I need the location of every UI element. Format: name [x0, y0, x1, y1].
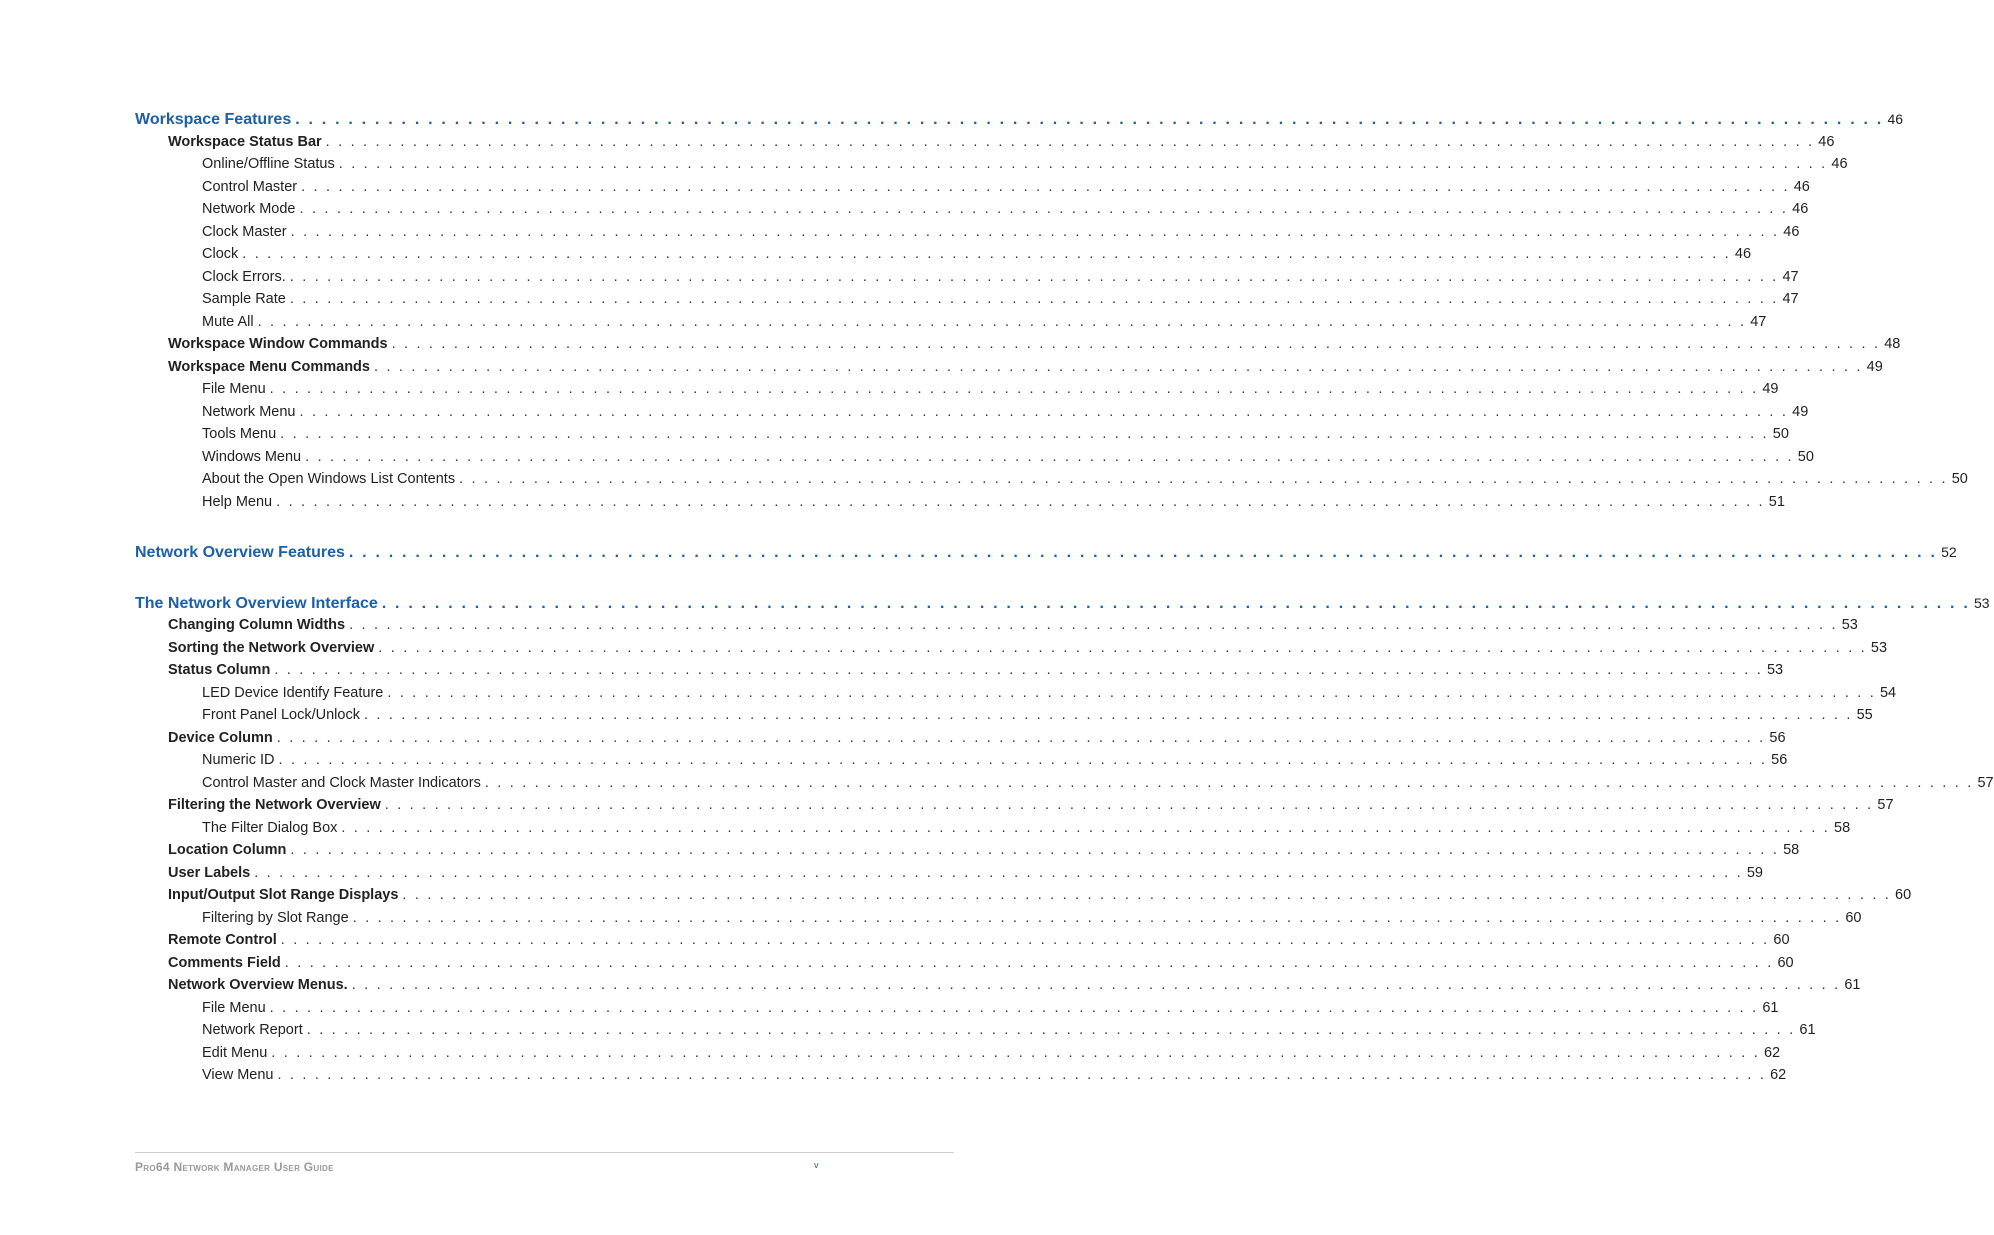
toc-entry-page: 53	[1841, 617, 1858, 633]
toc-section-entry[interactable]	[135, 839, 1800, 862]
toc-entry-page: 56	[1769, 729, 1786, 746]
dot-leader: . . . . . . . . . . . . . . . . . . . . . . . . . . . . . . . . . . . . . . . . . . . . . . . . . . . . . . . . . . . . . . . . . . . . . . . . . . . . . . . . . . . . . . . . . . . . . . . . . . . . . . . . . . . . . . . . . . . . . . . .	[284, 954, 1774, 971]
toc-subsection-entry[interactable]	[135, 491, 1785, 514]
toc-entry-page: 50	[1951, 471, 1968, 487]
toc-entry-page: 59	[1746, 864, 1763, 881]
dot-leader: . . . . . . . . . . . . . . . . . . . . . . . . . . . . . . . . . . . . . . . . . . . . . . . . . . . . . . . . . . . . . . . . . . . . . . . . . . . . . . . . . . . . . . . . . . . . . . . . . . . . . . . . . . . . . . . . . . . . . . . .	[363, 707, 1853, 723]
toc-entry-title: Network Report	[202, 1022, 303, 1038]
toc-entry-title: Device Column	[168, 729, 273, 746]
dot-leader: . . . . . . . . . . . . . . . . . . . . . . . . . . . . . . . . . . . . . . . . . . . . . . . . . . . . . . . . . . . . . . . . . . . . . . . . . . . . . . . . . . . . . . . . . . . . . . . . . . . . . . . . . . . . . . . . . . . . . . . .	[280, 426, 1769, 442]
dot-leader: . . . . . . . . . . . . . . . . . . . . . . . . . . . . . . . . . . . . . . . . . . . . . . . . . . . . . . . . . . . . . . . . . . . . . . . . . . . . . . . . . . . . . . . . . . . . . . . . . . . . . . . . . . . . . . . . . . . . . . . .	[254, 864, 1743, 881]
dot-leader: . . . . . . . . . . . . . . . . . . . . . . . . . . . . . . . . . . . . . . . . . . . . . . . . . . . . . . . . . . . . . . . . . . . . . . . . . . . . . . . . . . . . . . . . . . . . . . . . . . . . . . . . . . . . . . . . . . . . . . . .	[341, 819, 1831, 836]
toc-entry-page: 49	[1792, 403, 1809, 420]
toc-entry-title: User Labels	[168, 864, 251, 881]
toc-entry-page: 55	[1856, 707, 1873, 723]
toc-entry-title: Workspace Window Commands	[168, 336, 388, 352]
toc-subsection-entry[interactable]	[135, 288, 1799, 311]
toc-entry-page: 60	[1895, 887, 1912, 903]
toc-entry-page: 46	[1831, 156, 1848, 172]
table-of-contents	[135, 108, 1994, 1087]
toc-entry-title: Input/Output Slot Range Displays	[168, 887, 399, 903]
toc-entry-page: 53	[1870, 639, 1888, 656]
toc-subsection-entry[interactable]	[135, 704, 1873, 727]
dot-leader: . . . . . . . . . . . . . . . . . . . . . . . . . . . . . . . . . . . . . . . . . . . . . . . . . . . . . . . . . . . . . . . . . . . . . . . . . . . . . . . . . . . . . . . . . . . . . . . . . . . . . . . . . . . . . . . . . . . . . . . .	[278, 752, 1768, 768]
toc-subsection-entry[interactable]	[135, 682, 1897, 705]
dot-leader: . . . . . . . . . . . . . . . . . . . . . . . . . . . . . . . . . . . . . . . . . . . . . . . . . . . . . . . . . . . . . . . . . . . . . . . . . . . . . . . . . . . . . . . . . . . . . . . . . . . . . . . . . . . . . . . . . . . . . . . .	[402, 887, 1892, 903]
toc-section-entry[interactable]	[135, 131, 1835, 154]
toc-entry-title: Control Master	[202, 178, 298, 195]
toc-entry-page: 46	[1793, 178, 1810, 195]
toc-entry-title: The Filter Dialog Box	[202, 819, 338, 836]
toc-subsection-entry[interactable]	[135, 772, 1994, 795]
toc-subsection-entry[interactable]	[135, 221, 1800, 244]
toc-subsection-entry[interactable]	[135, 817, 1851, 840]
dot-leader: . . . . . . . . . . . . . . . . . . . . . . . . . . . . . . . . . . . . . . . . . . . . . . . . . . . . . . . . . . . . . . . . . . . . . . . . . . . . . . . . . . . . . . . . . . . . . . . . . . . . . . . . . . . . . . . . . . . . . . . .	[352, 909, 1842, 926]
toc-section-entry[interactable]	[135, 614, 1858, 637]
toc-section-entry[interactable]	[135, 862, 1763, 885]
toc-entry-page: 61	[1799, 1022, 1816, 1038]
dot-leader: . . . . . . . . . . . . . . . . . . . . . . . . . . . . . . . . . . . . . . . . . . . . . . . . . . . . . . . . . . . . . . . . . . . . . . . . . . . . . . . . . . . . . . . . . . . . . . . . . . . . . . . . . . . . . . . . . . . . . . . .	[274, 662, 1763, 678]
toc-subsection-entry[interactable]	[135, 176, 1810, 199]
dot-leader: . . . . . . . . . . . . . . . . . . . . . . . . . . . . . . . . . . . . . . . . . . . . . . . . . . . . . . . . . . . . . . . . . . . . . . . . . . . . . . . . . . . . . . . . . . . . . . . . . . . . . . . . . . . . . . . . . . . . . . . .	[325, 133, 1815, 150]
toc-entry-page: 49	[1762, 381, 1779, 397]
toc-entry-title: Network Mode	[202, 201, 296, 217]
toc-entry-title: Sample Rate	[202, 291, 286, 307]
toc-entry-title: Online/Offline Status	[202, 156, 335, 172]
toc-subsection-entry[interactable]	[135, 749, 1788, 772]
toc-entry-title: Network Menu	[202, 403, 296, 420]
toc-entry-page: 50	[1797, 448, 1814, 465]
toc-entry-title: LED Device Identify Feature	[202, 684, 384, 701]
toc-entry-title: Filtering by Slot Range	[202, 909, 349, 926]
toc-entry-title: Windows Menu	[202, 448, 302, 465]
toc-entry-title: Remote Control	[168, 932, 277, 948]
dot-leader: . . . . . . . . . . . . . . . . . . . . . . . . . . . . . . . . . . . . . . . . . . . . . . . . . . . . . . . . . . . . . . . . . . . . . . . . . . . . . . . . . . . . . . . . . . . . . . . . . . . . . . . . . . . . . . . . . . . . . . . .	[373, 358, 1863, 375]
dot-leader: . . . . . . . . . . . . . . . . . . . . . . . . . . . . . . . . . . . . . . . . . . . . . . . . . . . . . . . . . . . . . . . . . . . . . . . . . . . . . . . . . . . . . . . . . . . . . . . . . . . . . . . . . . . . . . . . . . . . . . . .	[271, 1044, 1760, 1061]
toc-entry-title: Numeric ID	[202, 752, 275, 768]
dot-leader: . . . . . . . . . . . . . . . . . . . . . . . . . . . . . . . . . . . . . . . . . . . . . . . . . . . . . . . . . . . . . . . . . . . . . . . . . . . . . . . . . . . . . . . . . . . . . . . . . . . . . . . . . . . . . . . . . . . . . . . .	[242, 246, 1731, 262]
toc-entry-title: Workspace Features	[135, 111, 292, 128]
toc-chapter-entry[interactable]	[135, 541, 1957, 564]
toc-section	[135, 541, 1957, 564]
dot-leader: . . . . . . . . . . . . . . . . . . . . . . . . . . . . . . . . . . . . . . . . . . . . . . . . . . . . . . . . . . . . . . . . . . . . . . . . . . . . . . . . . . . . . . . . . . . . . . . . . . . . . . . . . . . . . . . . . . . . . . . .	[348, 544, 1938, 561]
dot-leader: . . . . . . . . . . . . . . . . . . . . . . . . . . . . . . . . . . . . . . . . . . . . . . . . . . . . . . . . . . . . . . . . . . . . . . . . . . . . . . . . . . . . . . . . . . . . . . . . . . . . . . . . . . . . . . . . . . . . . . . .	[301, 178, 1790, 195]
toc-entry-title: Network Overview Features	[135, 544, 345, 561]
toc-entry-page: 49	[1866, 358, 1883, 375]
toc-subsection-entry[interactable]	[135, 243, 1752, 266]
dot-leader: . . . . . . . . . . . . . . . . . . . . . . . . . . . . . . . . . . . . . . . . . . . . . . . . . . . . . . . . . . . . . . . . . . . . . . . . . . . . . . . . . . . . . . . . . . . . . . . . . . . . . . . . . . . . . . . . . . . . . . . .	[290, 842, 1780, 858]
toc-section-entry[interactable]	[135, 356, 1883, 379]
toc-section-entry[interactable]	[135, 659, 1784, 682]
toc-entry-title: Workspace Status Bar	[168, 133, 322, 150]
dot-leader: . . . . . . . . . . . . . . . . . . . . . . . . . . . . . . . . . . . . . . . . . . . . . . . . . . . . . . . . . . . . . . . . . . . . . . . . . . . . . . . . . . . . . . . . . . . . . . . . . . . . . . . . . . . . . . . . . . . . . . . .	[299, 403, 1789, 420]
dot-leader: . . . . . . . . . . . . . . . . . . . . . . . . . . . . . . . . . . . . . . . . . . . . . . . . . . . . . . . . . . . . . . . . . . . . . . . . . . . . . . . . . . . . . . . . . . . . . . . . . . . . . . . . . . . . . . . . . . . . . . . .	[351, 977, 1841, 993]
toc-entry-page: 54	[1879, 684, 1897, 701]
toc-entry-page: 60	[1845, 909, 1862, 926]
toc-entry-page: 46	[1887, 111, 1904, 127]
toc-entry-title: Mute All	[202, 313, 254, 330]
toc-subsection-entry[interactable]	[135, 378, 1779, 401]
toc-subsection-entry[interactable]	[135, 423, 1789, 446]
dot-leader: . . . . . . . . . . . . . . . . . . . . . . . . . . . . . . . . . . . . . . . . . . . . . . . . . . . . . . . . . . . . . . . . . . . . . . . . . . . . . . . . . . . . . . . . . . . . . . . . . . . . . . . . . . . . . . . . . . . . . . . .	[338, 156, 1828, 172]
toc-entry-title: File Menu	[202, 999, 266, 1016]
toc-entry-page: 62	[1770, 1067, 1787, 1083]
toc-entry-title: View Menu	[202, 1067, 274, 1083]
toc-entry-page: 46	[1792, 201, 1809, 217]
toc-entry-title: Workspace Menu Commands	[168, 358, 370, 375]
toc-subsection-entry[interactable]	[135, 198, 1809, 221]
toc-entry-page: 57	[1877, 797, 1894, 813]
toc-entry-page: 52	[1941, 544, 1957, 560]
toc-section-entry[interactable]	[135, 727, 1786, 750]
toc-entry-page: 56	[1771, 752, 1788, 768]
toc-entry-page: 53	[1766, 662, 1784, 678]
toc-entry-page: 53	[1974, 594, 1990, 611]
dot-leader: . . . . . . . . . . . . . . . . . . . . . . . . . . . . . . . . . . . . . . . . . . . . . . . . . . . . . . . . . . . . . . . . . . . . . . . . . . . . . . . . . . . . . . . . . . . . . . . . . . . . . . . . . . . . . . . . . . . . . . . .	[276, 729, 1766, 746]
dot-leader: . . . . . . . . . . . . . . . . . . . . . . . . . . . . . . . . . . . . . . . . . . . . . . . . . . . . . . . . . . . . . . . . . . . . . . . . . . . . . . . . . . . . . . . . . . . . . . . . . . . . . . . . . . . . . . . . . . . . . . . .	[387, 684, 1876, 701]
toc-entry-title: Location Column	[168, 842, 287, 858]
dot-leader: . . . . . . . . . . . . . . . . . . . . . . . . . . . . . . . . . . . . . . . . . . . . . . . . . . . . . . . . . . . . . . . . . . . . . . . . . . . . . . . . . . . . . . . . . . . . . . . . . . . . . . . . . . . . . . . . . . . . . . . .	[290, 223, 1780, 240]
toc-entry-page: 62	[1763, 1044, 1781, 1061]
dot-leader: . . . . . . . . . . . . . . . . . . . . . . . . . . . . . . . . . . . . . . . . . . . . . . . . . . . . . . . . . . . . . . . . . . . . . . . . . . . . . . . . . . . . . . . . . . . . . . . . . . . . . . . . . . . . . . . . . . . . . . . .	[306, 1022, 1796, 1038]
dot-leader: . . . . . . . . . . . . . . . . . . . . . . . . . . . . . . . . . . . . . . . . . . . . . . . . . . . . . . . . . . . . . . . . . . . . . . . . . . . . . . . . . . . . . . . . . . . . . . . . . . . . . . . . . . . . . . . . . . . . . . . .	[257, 313, 1747, 330]
toc-section-entry[interactable]	[135, 637, 1888, 660]
dot-leader: . . . . . . . . . . . . . . . . . . . . . . . . . . . . . . . . . . . . . . . . . . . . . . . . . . . . . . . . . . . . . . . . . . . . . . . . . . . . . . . . . . . . . . . . . . . . . . . . . . . . . . . . . . . . . . . . . . . . . . . .	[381, 594, 1970, 612]
toc-section	[135, 108, 1968, 513]
toc-section-entry[interactable]	[135, 884, 1912, 907]
toc-entry-page: 60	[1777, 954, 1794, 971]
toc-entry-title: Clock	[202, 246, 239, 262]
footer-divider	[135, 1152, 954, 1153]
toc-section-entry[interactable]	[135, 333, 1901, 356]
toc-subsection-entry[interactable]	[135, 1019, 1816, 1042]
dot-leader: . . . . . . . . . . . . . . . . . . . . . . . . . . . . . . . . . . . . . . . . . . . . . . . . . . . . . . . . . . . . . . . . . . . . . . . . . . . . . . . . . . . . . . . . . . . . . . . . . . . . . . . . . . . . . . . . . . . . . . . .	[276, 493, 1765, 510]
toc-subsection-entry[interactable]	[135, 1064, 1787, 1087]
toc-entry-title: Changing Column Widths	[168, 617, 346, 633]
toc-entry-page: 46	[1734, 246, 1752, 262]
toc-entry-title: Network Overview Menus.	[168, 977, 348, 993]
dot-leader: . . . . . . . . . . . . . . . . . . . . . . . . . . . . . . . . . . . . . . . . . . . . . . . . . . . . . . . . . . . . . . . . . . . . . . . . . . . . . . . . . . . . . . . . . . . . . . . . . . . . . . . . . . . . . . . . . . . . . . . .	[391, 336, 1881, 352]
toc-entry-title: Front Panel Lock/Unlock	[202, 707, 360, 723]
footer-title: Pro64 Network Manager User Guide	[135, 1160, 334, 1174]
toc-subsection-entry[interactable]	[135, 1042, 1781, 1065]
dot-leader: . . . . . . . . . . . . . . . . . . . . . . . . . . . . . . . . . . . . . . . . . . . . . . . . . . . . . . . . . . . . . . . . . . . . . . . . . . . . . . . . . . . . . . . . . . . . . . . . . . . . . . . . . . . . . . . . . . . . . . . .	[269, 999, 1759, 1016]
toc-chapter-entry[interactable]	[135, 108, 1904, 131]
toc-entry-title: Filtering the Network Overview	[168, 797, 381, 813]
toc-section-entry[interactable]	[135, 794, 1894, 817]
toc-entry-page: 46	[1818, 133, 1835, 150]
toc-entry-page: 51	[1768, 493, 1785, 510]
dot-leader: . . . . . . . . . . . . . . . . . . . . . . . . . . . . . . . . . . . . . . . . . . . . . . . . . . . . . . . . . . . . . . . . . . . . . . . . . . . . . . . . . . . . . . . . . . . . . . . . . . . . . . . . . . . . . . . . . . . . . . . .	[349, 617, 1838, 633]
toc-entry-page: 61	[1844, 977, 1861, 993]
toc-entry-title: File Menu	[202, 381, 266, 397]
toc-subsection-entry[interactable]	[135, 153, 1848, 176]
toc-entry-page: 61	[1762, 999, 1779, 1016]
toc-entry-title: Clock Master	[202, 223, 287, 240]
toc-entry-page: 47	[1750, 313, 1767, 330]
toc-entry-page: 58	[1783, 842, 1800, 858]
toc-entry-page: 50	[1772, 426, 1789, 442]
dot-leader: . . . . . . . . . . . . . . . . . . . . . . . . . . . . . . . . . . . . . . . . . . . . . . . . . . . . . . . . . . . . . . . . . . . . . . . . . . . . . . . . . . . . . . . . . . . . . . . . . . . . . . . . . . . . . . . . . . . . . . . .	[269, 381, 1759, 397]
toc-entry-title: Edit Menu	[202, 1044, 268, 1061]
toc-entry-page: 46	[1783, 223, 1800, 240]
toc-subsection-entry[interactable]	[135, 907, 1862, 930]
toc-entry-title: Clock Errors.	[202, 268, 286, 285]
toc-section-entry[interactable]	[135, 929, 1790, 952]
toc-entry-title: Status Column	[168, 662, 271, 678]
toc-entry-title: Control Master and Clock Master Indicators	[202, 774, 481, 791]
toc-subsection-entry[interactable]	[135, 401, 1809, 424]
dot-leader: . . . . . . . . . . . . . . . . . . . . . . . . . . . . . . . . . . . . . . . . . . . . . . . . . . . . . . . . . . . . . . . . . . . . . . . . . . . . . . . . . . . . . . . . . . . . . . . . . . . . . . . . . . . . . . . . . . . . . . . .	[280, 932, 1770, 948]
toc-entry-title: About the Open Windows List Contents	[202, 471, 456, 487]
dot-leader: . . . . . . . . . . . . . . . . . . . . . . . . . . . . . . . . . . . . . . . . . . . . . . . . . . . . . . . . . . . . . . . . . . . . . . . . . . . . . . . . . . . . . . . . . . . . . . . . . . . . . . . . . . . . . . . . . . . . . . . .	[289, 268, 1779, 285]
toc-entry-page: 48	[1884, 336, 1901, 352]
toc-section	[135, 592, 1994, 1087]
toc-entry-page: 57	[1977, 774, 1994, 791]
toc-entry-title: The Network Overview Interface	[135, 594, 378, 612]
toc-subsection-entry[interactable]	[135, 468, 1968, 491]
toc-entry-title: Sorting the Network Overview	[168, 639, 375, 656]
toc-entry-title: Help Menu	[202, 493, 273, 510]
toc-subsection-entry[interactable]	[135, 311, 1767, 334]
dot-leader: . . . . . . . . . . . . . . . . . . . . . . . . . . . . . . . . . . . . . . . . . . . . . . . . . . . . . . . . . . . . . . . . . . . . . . . . . . . . . . . . . . . . . . . . . . . . . . . . . . . . . . . . . . . . . . . . . . . . . . . .	[384, 797, 1874, 813]
toc-entry-page: 47	[1782, 291, 1799, 307]
toc-subsection-entry[interactable]	[135, 266, 1799, 289]
toc-section-entry[interactable]	[135, 952, 1794, 975]
dot-leader: . . . . . . . . . . . . . . . . . . . . . . . . . . . . . . . . . . . . . . . . . . . . . . . . . . . . . . . . . . . . . . . . . . . . . . . . . . . . . . . . . . . . . . . . . . . . . . . . . . . . . . . . . . . . . . . . . . . . . . . .	[484, 774, 1974, 791]
dot-leader: . . . . . . . . . . . . . . . . . . . . . . . . . . . . . . . . . . . . . . . . . . . . . . . . . . . . . . . . . . . . . . . . . . . . . . . . . . . . . . . . . . . . . . . . . . . . . . . . . . . . . . . . . . . . . . . . . . . . . . . .	[459, 471, 1948, 487]
toc-subsection-entry[interactable]	[135, 997, 1779, 1020]
footer-page-number: v	[814, 1160, 819, 1170]
dot-leader: . . . . . . . . . . . . . . . . . . . . . . . . . . . . . . . . . . . . . . . . . . . . . . . . . . . . . . . . . . . . . . . . . . . . . . . . . . . . . . . . . . . . . . . . . . . . . . . . . . . . . . . . . . . . . . . . . . . . . . . .	[378, 639, 1867, 656]
dot-leader: . . . . . . . . . . . . . . . . . . . . . . . . . . . . . . . . . . . . . . . . . . . . . . . . . . . . . . . . . . . . . . . . . . . . . . . . . . . . . . . . . . . . . . . . . . . . . . . . . . . . . . . . . . . . . . . . . . . . . . . .	[289, 291, 1779, 307]
toc-chapter-entry[interactable]	[135, 592, 1990, 615]
toc-section-entry[interactable]	[135, 974, 1861, 997]
toc-entry-title: Comments Field	[168, 954, 281, 971]
toc-entry-page: 60	[1773, 932, 1790, 948]
dot-leader: . . . . . . . . . . . . . . . . . . . . . . . . . . . . . . . . . . . . . . . . . . . . . . . . . . . . . . . . . . . . . . . . . . . . . . . . . . . . . . . . . . . . . . . . . . . . . . . . . . . . . . . . . . . . . . . . . . . . . . . .	[299, 201, 1789, 217]
toc-subsection-entry[interactable]	[135, 446, 1814, 469]
toc-entry-page: 47	[1782, 268, 1799, 285]
toc-entry-title: Tools Menu	[202, 426, 277, 442]
dot-leader: . . . . . . . . . . . . . . . . . . . . . . . . . . . . . . . . . . . . . . . . . . . . . . . . . . . . . . . . . . . . . . . . . . . . . . . . . . . . . . . . . . . . . . . . . . . . . . . . . . . . . . . . . . . . . . . . . . . . . . . .	[305, 448, 1794, 465]
toc-entry-page: 58	[1834, 819, 1851, 836]
dot-leader: . . . . . . . . . . . . . . . . . . . . . . . . . . . . . . . . . . . . . . . . . . . . . . . . . . . . . . . . . . . . . . . . . . . . . . . . . . . . . . . . . . . . . . . . . . . . . . . . . . . . . . . . . . . . . . . . . . . . . . . .	[277, 1067, 1767, 1083]
dot-leader: . . . . . . . . . . . . . . . . . . . . . . . . . . . . . . . . . . . . . . . . . . . . . . . . . . . . . . . . . . . . . . . . . . . . . . . . . . . . . . . . . . . . . . . . . . . . . . . . . . . . . . . . . . . . . . . . . . . . . . . .	[295, 111, 1884, 128]
